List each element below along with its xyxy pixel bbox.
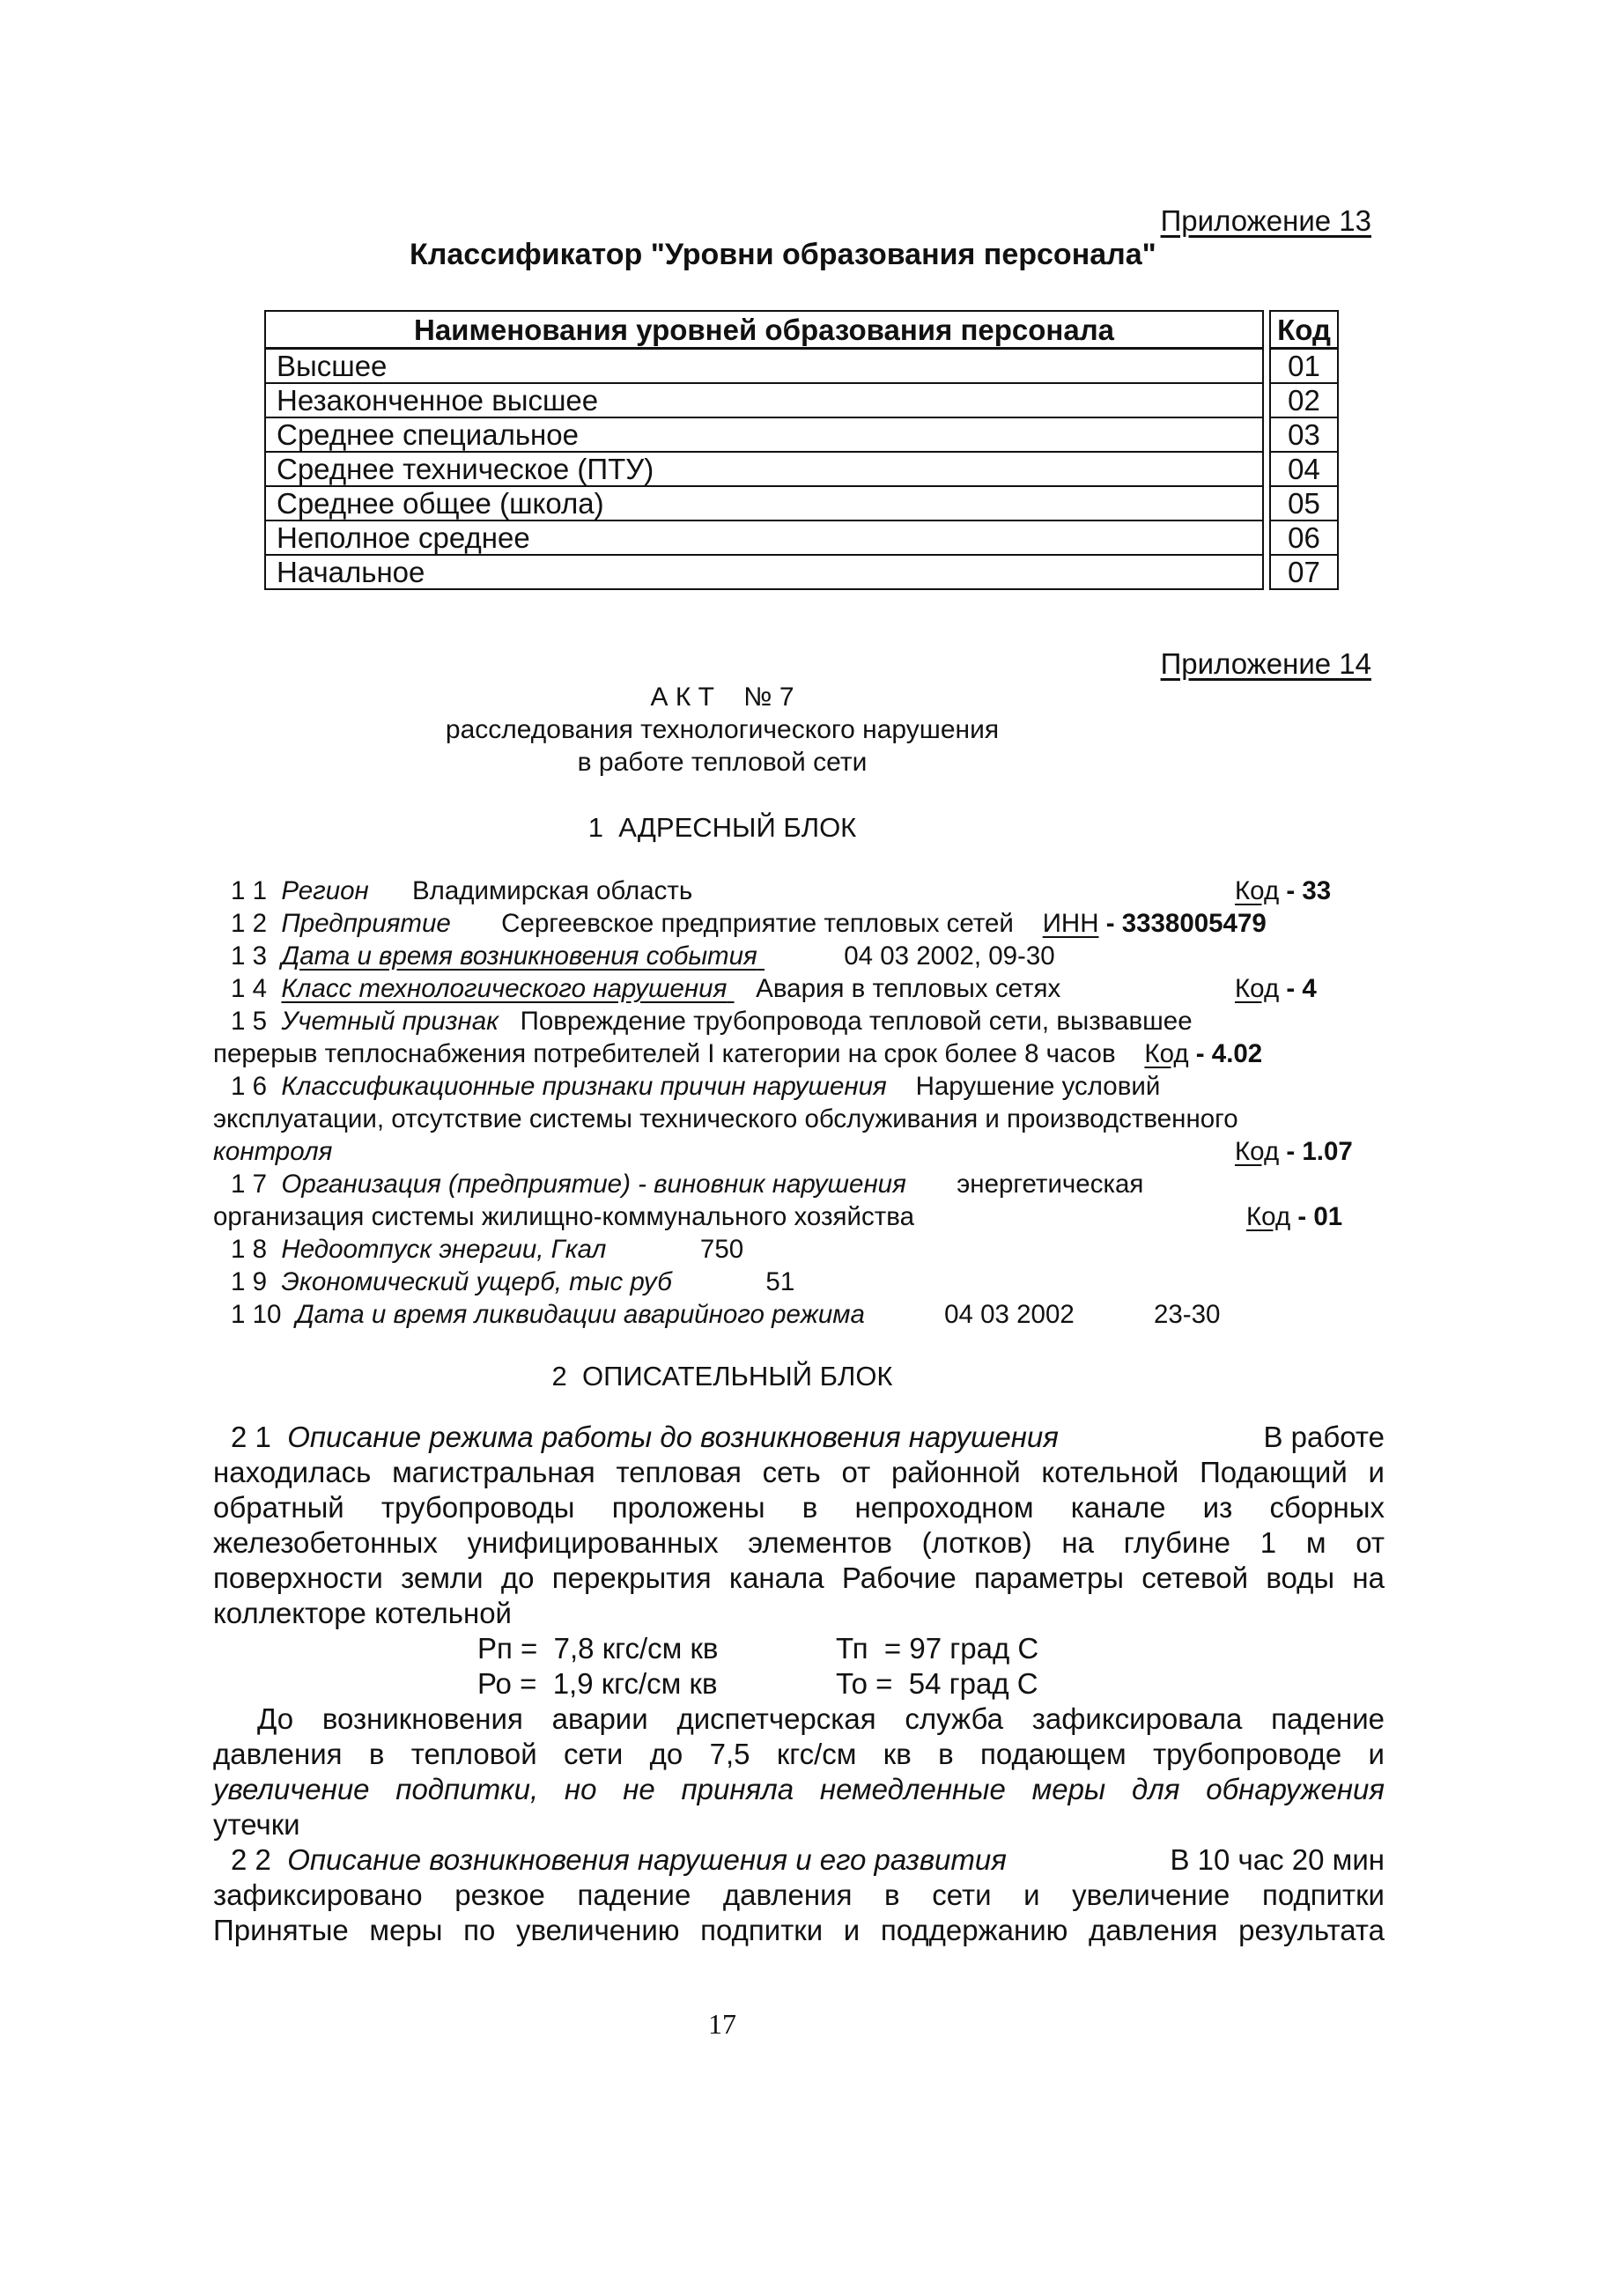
- level-code: 04: [1270, 452, 1338, 486]
- pressure-supply: Рп = 7,8 кгс/см кв: [477, 1632, 719, 1665]
- item-number: 1 2: [231, 909, 268, 938]
- item-label: Класс технологического нарушения: [281, 974, 728, 1003]
- p21-number: 2 1: [231, 1421, 271, 1453]
- item-1-4: [231, 974, 1060, 1004]
- p21-line3: обратный трубопроводы проложены в непроходном канале из сборных: [213, 1491, 1385, 1524]
- table-row: [265, 486, 1338, 520]
- code-label: Код: [1235, 876, 1280, 905]
- level-code: 07: [1270, 555, 1338, 589]
- code-label: Код: [1246, 1202, 1291, 1231]
- table-row: [265, 383, 1338, 417]
- p22-title: Описание возникновения нарушения и его развития: [287, 1843, 1007, 1876]
- level-name: Среднее техническое (ПТУ): [265, 452, 1263, 486]
- act-title: А К Т № 7: [650, 683, 794, 712]
- p22-line2: зафиксировано резкое падение давления в сети и увеличение подпитки: [213, 1879, 1385, 1911]
- appendix-13-label: Приложение 13: [1160, 204, 1371, 237]
- item-1-9: [231, 1267, 794, 1297]
- p21-line6: коллекторе котельной: [213, 1597, 512, 1629]
- section-1-heading: 1 АДРЕСНЫЙ БЛОК: [587, 812, 857, 843]
- code-label: Код: [1144, 1039, 1189, 1068]
- education-levels-table: [264, 310, 1339, 590]
- table-row: [265, 417, 1338, 452]
- item-label: Экономический ущерб, тыс руб: [281, 1267, 672, 1296]
- item-1-7-code: [1246, 1202, 1342, 1232]
- item-value-line2: организация системы жилищно-коммунального хозяйства: [213, 1202, 914, 1231]
- item-number: 1 5: [231, 1007, 268, 1036]
- item-number: 1 1: [231, 876, 268, 905]
- p22-line3: Принятые меры по увеличению подпитки и поддержанию давления результата: [213, 1914, 1385, 1946]
- params-row2: [213, 1666, 1385, 1702]
- inn-label: ИНН: [1042, 909, 1099, 938]
- item-1-5: [231, 1007, 1193, 1037]
- item-value: Владимирская область: [411, 876, 693, 905]
- item-value: Авария в тепловых сетях: [756, 974, 1061, 1003]
- table-row: [265, 452, 1338, 486]
- item-1-6-cont: [213, 1104, 1238, 1134]
- item-number: 1 10: [231, 1300, 282, 1329]
- column-gap: [1263, 520, 1270, 555]
- item-1-7-cont: [213, 1202, 914, 1232]
- item-1-1: [231, 876, 692, 906]
- act-subtitle-line2: в работе тепловой сети: [577, 748, 868, 777]
- item-1-3: [231, 941, 1055, 971]
- level-name: Неполное среднее: [265, 520, 1263, 555]
- p22-line1: [213, 1842, 1385, 1878]
- act-subtitle-line1: расследования технологического нарушения: [445, 715, 1000, 744]
- item-label: Классификационные признаки причин нарушения: [281, 1072, 887, 1101]
- item-value-line3: контроля: [213, 1137, 333, 1166]
- item-1-4-code: [1235, 974, 1317, 1004]
- item-number: 1 6: [231, 1072, 268, 1101]
- column-gap: [1263, 452, 1270, 486]
- table-row: [265, 349, 1338, 384]
- column-gap: [1263, 383, 1270, 417]
- p21-line1: [213, 1420, 1385, 1455]
- pressure-return: Ро = 1,9 кгс/см кв: [477, 1667, 718, 1700]
- item-number: 1 9: [231, 1267, 268, 1296]
- temperature-return: То = 54 град С: [836, 1667, 1038, 1700]
- table-row: [265, 555, 1338, 589]
- item-1-6-cont2: [213, 1137, 332, 1167]
- p21-line4: железобетонных унифицированных элементов (лотков) на глубине 1 м от: [213, 1526, 1385, 1559]
- item-number: 1 7: [231, 1170, 268, 1199]
- item-number: 1 3: [231, 941, 268, 971]
- code-label: Код: [1235, 974, 1280, 1003]
- code-value: - 01: [1290, 1202, 1343, 1231]
- item-value: 51: [765, 1267, 795, 1296]
- item-label: Недоотпуск энергии, Гкал: [281, 1235, 607, 1264]
- column-gap: [1263, 555, 1270, 589]
- classifier-title: Классификатор "Уровни образования персонала": [410, 238, 1156, 271]
- level-code: 01: [1270, 349, 1338, 384]
- item-label: Предприятие: [281, 909, 451, 938]
- p21-tail: В работе: [1263, 1421, 1385, 1453]
- item-1-10: [231, 1300, 1220, 1330]
- header-code: Код: [1270, 311, 1338, 349]
- item-1-8: [231, 1235, 743, 1265]
- item-value: Сергеевское предприятие тепловых сетей: [501, 909, 1014, 938]
- p-after-line2: давления в тепловой сети до 7,5 кгс/см кв в подающем трубопроводе и: [213, 1738, 1385, 1770]
- item-label: Регион: [281, 876, 369, 905]
- item-1-1-code: [1235, 876, 1331, 906]
- level-name: Высшее: [265, 349, 1263, 384]
- column-gap: [1263, 349, 1270, 384]
- code-label: Код: [1235, 1137, 1280, 1166]
- p21-title: Описание режима работы до возникновения нарушения: [287, 1421, 1059, 1453]
- p22-number: 2 2: [231, 1843, 271, 1876]
- item-label: Дата и время возникновения события: [281, 941, 757, 971]
- page-number: 17: [708, 2008, 736, 2040]
- p-after-line1: До возникновения аварии диспетчерская служба зафиксировала падение: [257, 1702, 1385, 1735]
- description-block: [213, 1420, 1385, 1948]
- level-code: 02: [1270, 383, 1338, 417]
- table-row: [265, 520, 1338, 555]
- item-1-6-code: [1235, 1137, 1353, 1167]
- item-number: 1 8: [231, 1235, 268, 1264]
- p-after-line3: увеличение подпитки, но не приняла немедленные меры для обнаружения: [213, 1773, 1385, 1805]
- header-name: Наименования уровней образования персонала: [265, 311, 1263, 349]
- appendix-14-label: Приложение 14: [1160, 647, 1371, 680]
- level-code: 03: [1270, 417, 1338, 452]
- column-gap: [1263, 417, 1270, 452]
- table-header-row: [265, 311, 1338, 349]
- level-name: Среднее общее (школа): [265, 486, 1263, 520]
- section-2-heading: 2 ОПИСАТЕЛЬНЫЙ БЛОК: [551, 1361, 893, 1392]
- p21-line5: поверхности земли до перекрытия канала Рабочие параметры сетевой воды на: [213, 1561, 1385, 1594]
- code-value: - 4: [1279, 974, 1317, 1003]
- item-value-time: 23-30: [1153, 1300, 1221, 1329]
- item-number: 1 4: [231, 974, 268, 1003]
- level-name: Незаконченное высшее: [265, 383, 1263, 417]
- item-value-date: 04 03 2002: [944, 1300, 1075, 1329]
- p22-tail: В 10 час 20 мин: [1170, 1843, 1385, 1876]
- item-value: 04 03 2002, 09-30: [844, 941, 1055, 971]
- item-value-line1: Нарушение условий: [915, 1072, 1161, 1101]
- column-gap: [1263, 486, 1270, 520]
- item-1-7: [231, 1170, 1143, 1200]
- column-gap: [1263, 311, 1270, 349]
- item-label: Учетный признак: [281, 1007, 499, 1036]
- item-value: 750: [699, 1235, 744, 1264]
- item-label: Дата и время ликвидации аварийного режима: [295, 1300, 865, 1329]
- temperature-supply: Тп = 97 град С: [836, 1632, 1039, 1665]
- p-after-line4: утечки: [213, 1808, 300, 1841]
- item-1-2: [231, 909, 1267, 939]
- level-name: Среднее специальное: [265, 417, 1263, 452]
- item-1-5-cont: [213, 1039, 1262, 1069]
- item-label: Организация (предприятие) - виновник нарушения: [281, 1170, 906, 1199]
- item-1-6: [231, 1072, 1160, 1102]
- item-value-line1: Повреждение трубопровода тепловой сети, вызвавшее: [520, 1007, 1193, 1036]
- level-code: 06: [1270, 520, 1338, 555]
- inn-value: - 3338005479: [1098, 909, 1267, 938]
- item-value-line2: эксплуатации, отсутствие системы технического обслуживания и производственного: [213, 1104, 1238, 1133]
- p21-line2: находилась магистральная тепловая сеть от районной котельной Подающий и: [213, 1456, 1385, 1488]
- item-value-line2: перерыв теплоснабжения потребителей I категории на срок более 8 часов: [213, 1039, 1116, 1068]
- params-row1: [213, 1631, 1385, 1666]
- item-value-line1: энергетическая: [957, 1170, 1144, 1199]
- code-value: - 1.07: [1279, 1137, 1353, 1166]
- level-code: 05: [1270, 486, 1338, 520]
- code-value: - 33: [1279, 876, 1332, 905]
- level-name: Начальное: [265, 555, 1263, 589]
- code-value: - 4.02: [1188, 1039, 1263, 1068]
